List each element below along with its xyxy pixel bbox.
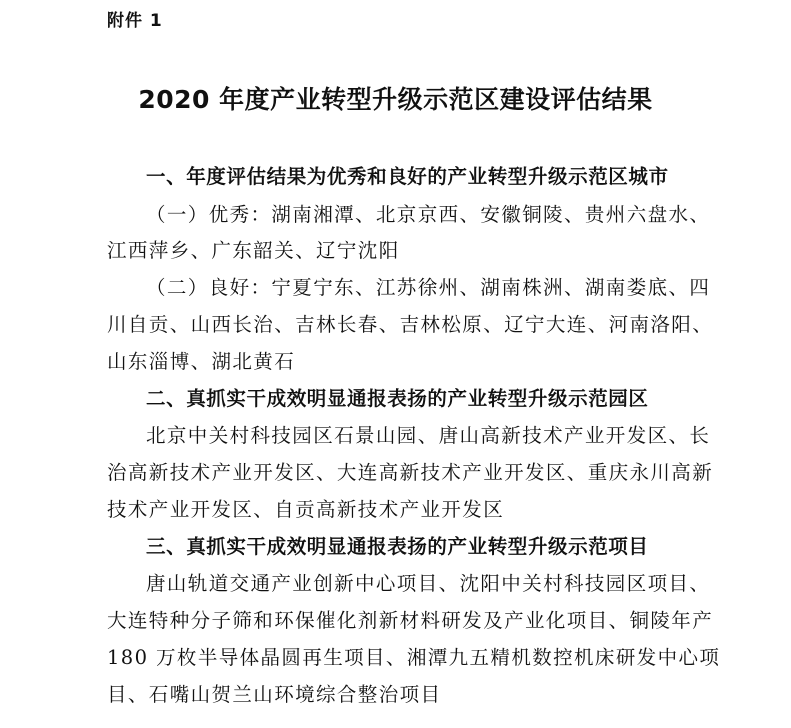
paragraph-line: 山东淄博、湖北黄石 [107,350,296,373]
paragraph-line: 技术产业开发区、自贡高新技术产业开发区 [107,498,505,521]
paragraph-line: 目、石嘴山贺兰山环境综合整治项目 [107,683,442,706]
paragraph-line: （一）优秀：湖南湘潭、北京京西、安徽铜陵、贵州六盘水、 [146,203,711,226]
paragraph-line: 大连特种分子筛和环保催化剂新材料研发及产业化项目、铜陵年产 [107,609,714,632]
paragraph-line: 唐山轨道交通产业创新中心项目、沈阳中关村科技园区项目、 [146,572,711,595]
paragraph-line: 川自贡、山西长治、吉林长春、吉林松原、辽宁大连、河南洛阳、 [107,313,714,336]
paragraph-line: 江西萍乡、广东韶关、辽宁沈阳 [107,239,400,262]
section-heading: 三、真抓实干成效明显通报表扬的产业转型升级示范项目 [146,535,649,558]
section-heading: 一、年度评估结果为优秀和良好的产业转型升级示范区城市 [146,165,669,188]
paragraph-line: 治高新技术产业开发区、大连高新技术产业开发区、重庆永川高新 [107,461,714,484]
section-heading: 二、真抓实干成效明显通报表扬的产业转型升级示范园区 [146,387,649,410]
paragraph-line: 北京中关村科技园区石景山园、唐山高新技术产业开发区、长 [146,424,711,447]
paragraph-line: （二）良好：宁夏宁东、江苏徐州、湖南株洲、湖南娄底、四 [146,276,711,299]
page-title: 2020 年度产业转型升级示范区建设评估结果 [138,85,653,114]
paragraph-line: 180 万枚半导体晶圆再生项目、湘潭九五精机数控机床研发中心项 [107,646,721,669]
attachment-label: 附件 1 [107,11,163,31]
